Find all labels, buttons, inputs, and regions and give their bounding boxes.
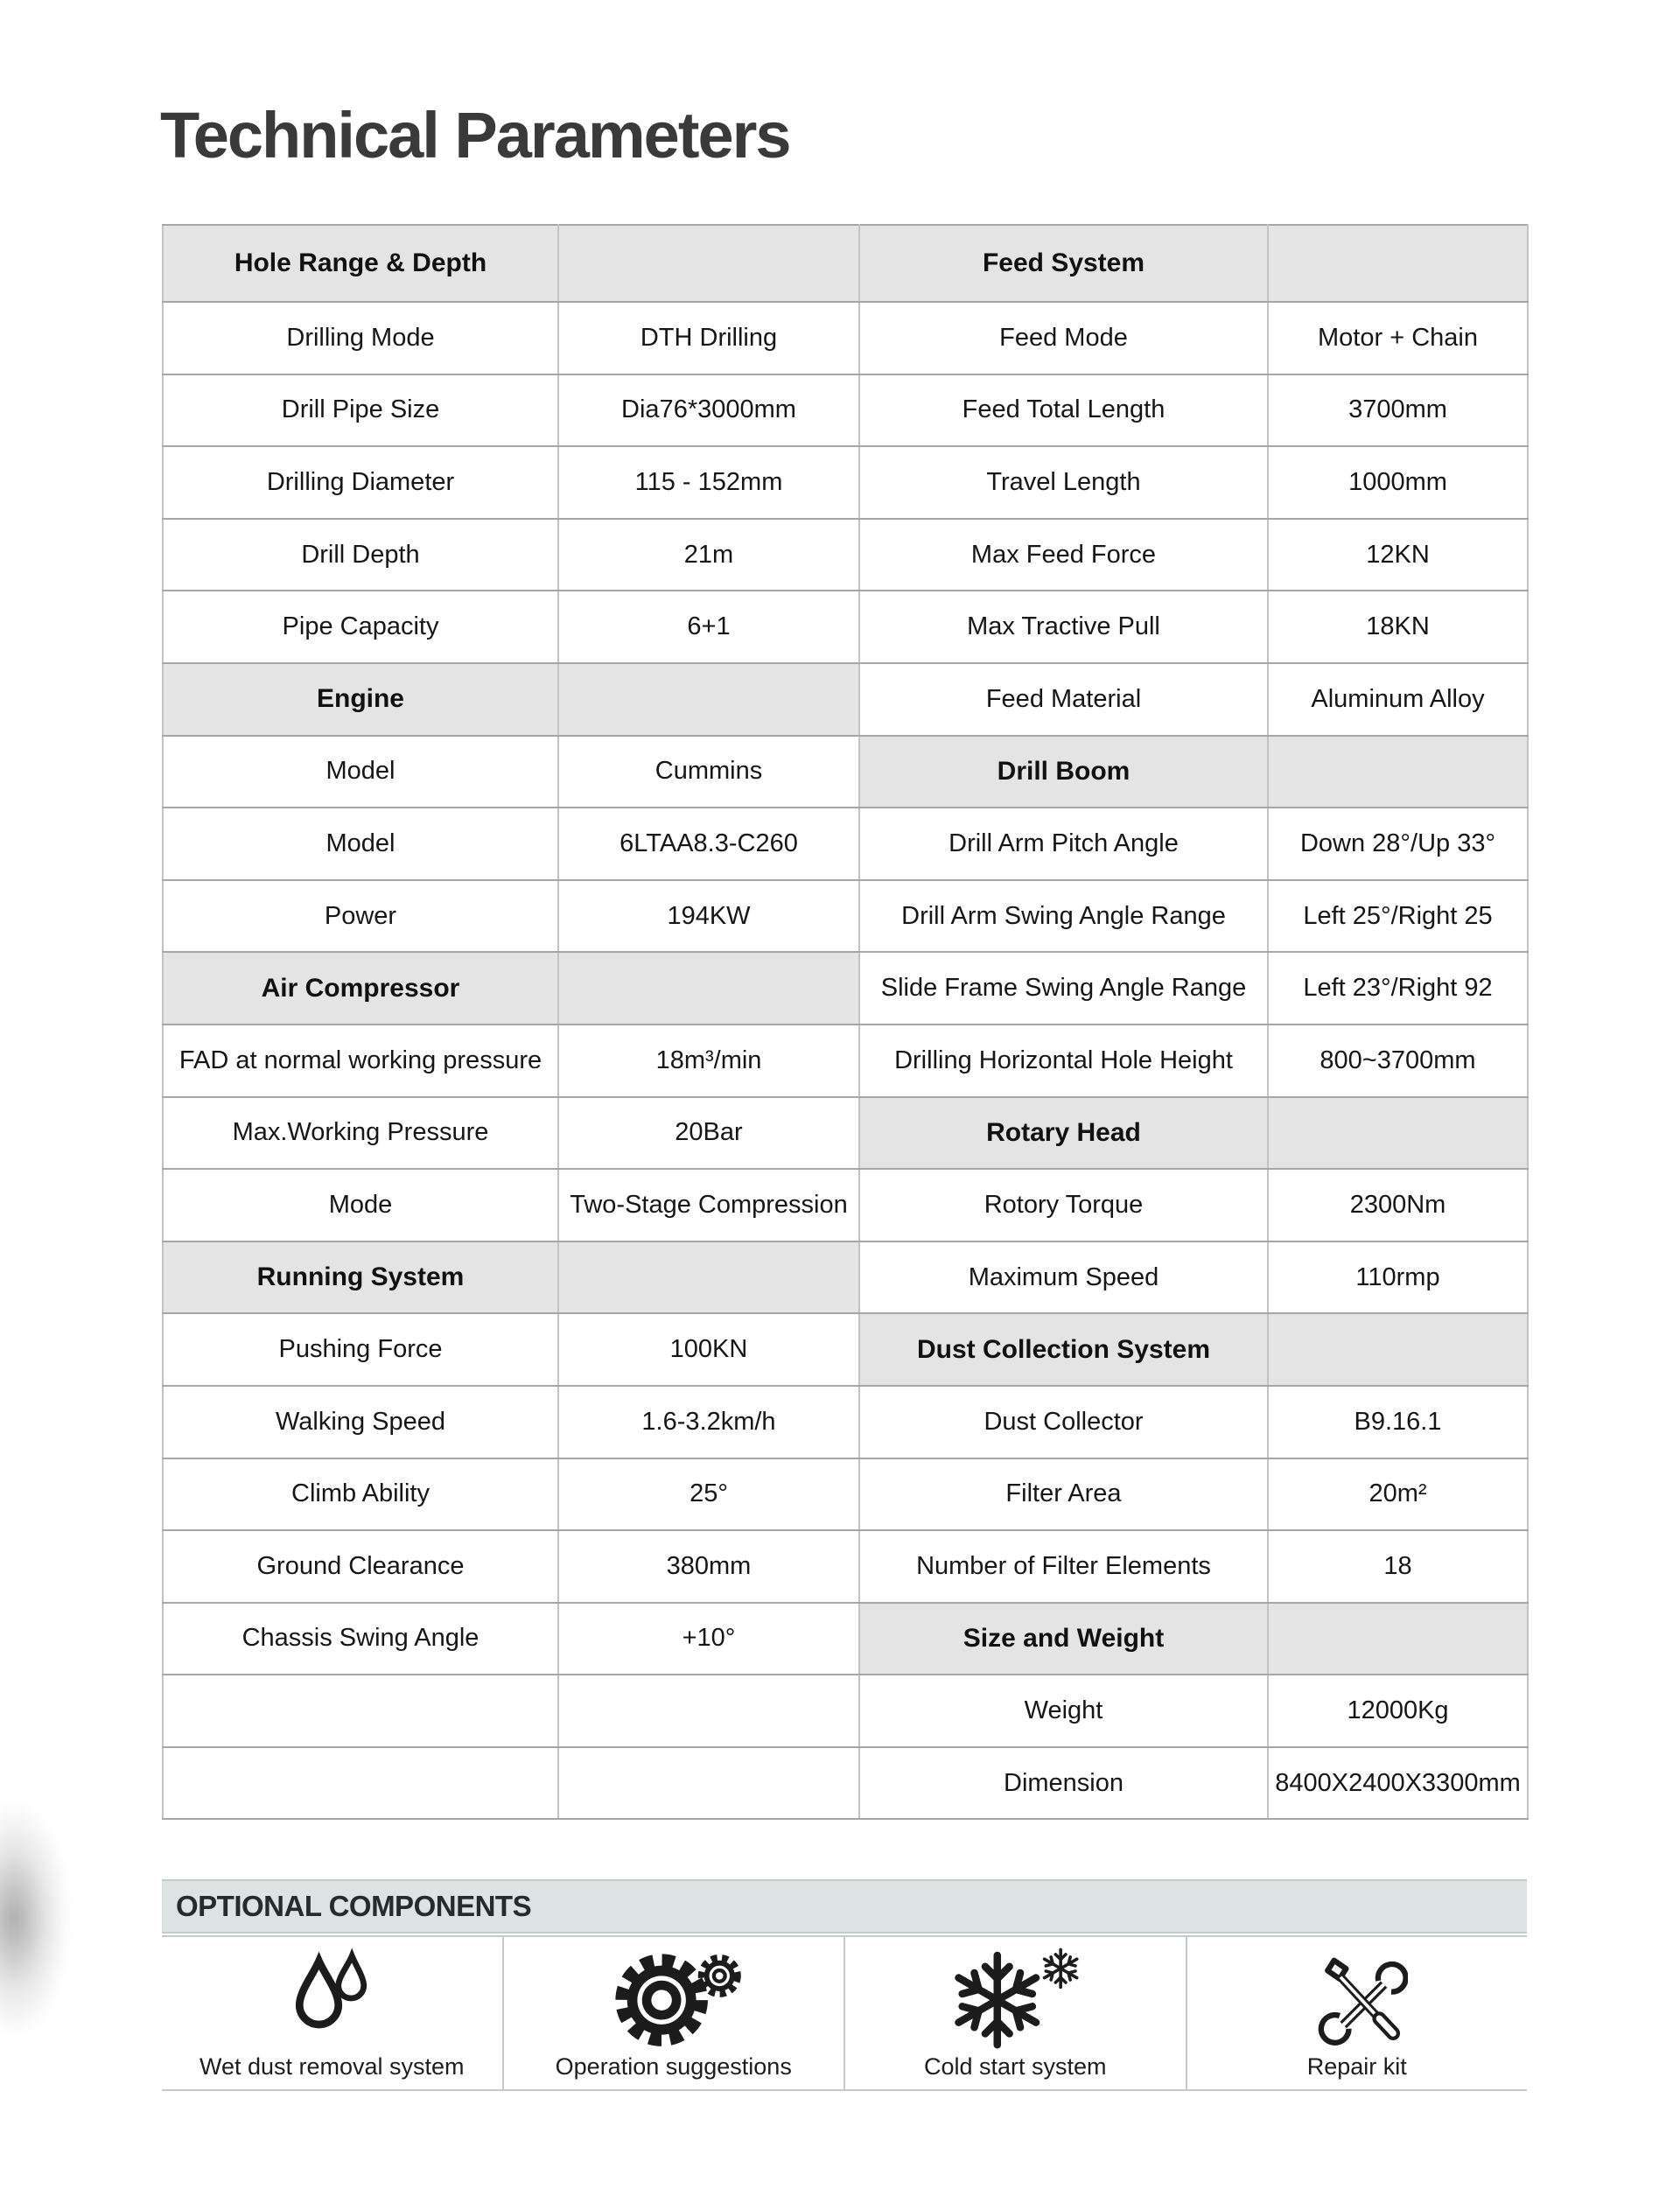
param-value-cell: 1.6-3.2km/h xyxy=(558,1386,859,1458)
table-row xyxy=(163,1603,1528,1675)
table-row xyxy=(163,1241,1528,1314)
parameters-table xyxy=(162,224,1529,1820)
param-label-cell: Pipe Capacity xyxy=(163,591,558,663)
section-header-spacer-cell xyxy=(1268,1097,1528,1170)
param-value-cell: 6+1 xyxy=(558,591,859,663)
table-row xyxy=(163,1025,1528,1097)
param-value-cell: B9.16.1 xyxy=(1268,1386,1528,1458)
param-value-cell: 25° xyxy=(558,1458,859,1531)
param-label-cell: Model xyxy=(163,808,558,880)
section-header-spacer-cell xyxy=(1268,1603,1528,1675)
param-value-cell: Dia76*3000mm xyxy=(558,374,859,447)
param-label-cell: Power xyxy=(163,880,558,953)
param-value-cell: 3700mm xyxy=(1268,374,1528,447)
param-label-cell: Drilling Horizontal Hole Height xyxy=(859,1025,1268,1097)
optional-item xyxy=(845,1937,1187,2089)
param-value-cell: 110rmp xyxy=(1268,1241,1528,1314)
param-value-cell: 18KN xyxy=(1268,591,1528,663)
param-label-cell: Filter Area xyxy=(859,1458,1268,1531)
param-label-cell: Feed Total Length xyxy=(859,374,1268,447)
section-header-cell: Size and Weight xyxy=(859,1603,1268,1675)
table-row xyxy=(163,952,1528,1025)
section-header-spacer-cell xyxy=(1268,736,1528,808)
param-label-cell: Max Feed Force xyxy=(859,519,1268,591)
param-value-cell: 20Bar xyxy=(558,1097,859,1170)
page-title: Technical Parameters xyxy=(160,98,790,171)
empty-cell xyxy=(558,1675,859,1747)
param-value-cell: +10° xyxy=(558,1603,859,1675)
section-header-cell: Drill Boom xyxy=(859,736,1268,808)
section-header-spacer-cell xyxy=(558,1241,859,1314)
param-value-cell: DTH Drilling xyxy=(558,302,859,374)
param-value-cell: Down 28°/Up 33° xyxy=(1268,808,1528,880)
param-label-cell: Max Tractive Pull xyxy=(859,591,1268,663)
gears-icon xyxy=(604,1947,744,2050)
section-header-cell: Dust Collection System xyxy=(859,1313,1268,1386)
param-label-cell: Climb Ability xyxy=(163,1458,558,1531)
param-value-cell: 21m xyxy=(558,519,859,591)
param-value-cell: 20m² xyxy=(1268,1458,1528,1531)
table-row xyxy=(163,1530,1528,1603)
table-row xyxy=(163,1386,1528,1458)
section-header-spacer-cell xyxy=(1268,225,1528,302)
param-value-cell: 18m³/min xyxy=(558,1025,859,1097)
snowflake-icon xyxy=(945,1947,1085,2050)
param-label-cell: Feed Mode xyxy=(859,302,1268,374)
param-label-cell: Walking Speed xyxy=(163,1386,558,1458)
section-header-cell: Hole Range & Depth xyxy=(163,225,558,302)
param-value-cell: Left 25°/Right 25 xyxy=(1268,880,1528,953)
optional-components-grid xyxy=(162,1935,1527,2091)
optional-item xyxy=(1187,1937,1528,2089)
param-value-cell: 380mm xyxy=(558,1530,859,1603)
param-label-cell: FAD at normal working pressure xyxy=(163,1025,558,1097)
optional-components-title: OPTIONAL COMPONENTS xyxy=(176,1890,532,1922)
page-curl-shadow xyxy=(0,1801,70,2037)
param-value-cell: 194KW xyxy=(558,880,859,953)
param-label-cell: Pushing Force xyxy=(163,1313,558,1386)
section-header-cell: Air Compressor xyxy=(163,952,558,1025)
param-label-cell: Slide Frame Swing Angle Range xyxy=(859,952,1268,1025)
section-header-cell: Rotary Head xyxy=(859,1097,1268,1170)
param-value-cell: 12000Kg xyxy=(1268,1675,1528,1747)
section-header-spacer-cell xyxy=(558,663,859,736)
optional-item-label: Wet dust removal system xyxy=(199,2053,465,2080)
optional-components-bar xyxy=(162,1879,1527,1934)
param-value-cell: Aluminum Alloy xyxy=(1268,663,1528,736)
section-header-cell: Engine xyxy=(163,663,558,736)
section-header-spacer-cell xyxy=(558,952,859,1025)
table-row xyxy=(163,1675,1528,1747)
param-label-cell: Drill Arm Pitch Angle xyxy=(859,808,1268,880)
param-label-cell: Dust Collector xyxy=(859,1386,1268,1458)
param-label-cell: Max.Working Pressure xyxy=(163,1097,558,1170)
param-label-cell: Mode xyxy=(163,1169,558,1241)
param-value-cell: 800~3700mm xyxy=(1268,1025,1528,1097)
optional-item xyxy=(162,1937,504,2089)
param-label-cell: Ground Clearance xyxy=(163,1530,558,1603)
empty-cell xyxy=(163,1747,558,1820)
param-label-cell: Dimension xyxy=(859,1747,1268,1820)
optional-item-label: Repair kit xyxy=(1306,2053,1407,2080)
param-label-cell: Weight xyxy=(859,1675,1268,1747)
param-value-cell: Cummins xyxy=(558,736,859,808)
empty-cell xyxy=(163,1675,558,1747)
table-row xyxy=(163,808,1528,880)
param-label-cell: Rotory Torque xyxy=(859,1169,1268,1241)
param-value-cell: 1000mm xyxy=(1268,446,1528,519)
table-row xyxy=(163,446,1528,519)
table-row xyxy=(163,374,1528,447)
param-label-cell: Chassis Swing Angle xyxy=(163,1603,558,1675)
param-value-cell: 6LTAA8.3-C260 xyxy=(558,808,859,880)
param-value-cell: 18 xyxy=(1268,1530,1528,1603)
table-row xyxy=(163,1097,1528,1170)
param-value-cell: Motor + Chain xyxy=(1268,302,1528,374)
param-label-cell: Drill Arm Swing Angle Range xyxy=(859,880,1268,953)
table-row xyxy=(163,880,1528,953)
param-label-cell: Drill Pipe Size xyxy=(163,374,558,447)
table-row xyxy=(163,663,1528,736)
param-value-cell: Two-Stage Compression xyxy=(558,1169,859,1241)
optional-item-label: Operation suggestions xyxy=(555,2053,792,2080)
table-row xyxy=(163,1747,1528,1820)
param-value-cell: 8400X2400X3300mm xyxy=(1268,1747,1528,1820)
param-value-cell: 115 - 152mm xyxy=(558,446,859,519)
param-label-cell: Drill Depth xyxy=(163,519,558,591)
param-label-cell: Drilling Mode xyxy=(163,302,558,374)
table-row xyxy=(163,225,1528,302)
parameters-table-body xyxy=(163,225,1528,1819)
param-label-cell: Maximum Speed xyxy=(859,1241,1268,1314)
section-header-spacer-cell xyxy=(1268,1313,1528,1386)
table-row xyxy=(163,736,1528,808)
param-label-cell: Number of Filter Elements xyxy=(859,1530,1268,1603)
table-row xyxy=(163,302,1528,374)
param-label-cell: Model xyxy=(163,736,558,808)
table-row xyxy=(163,1169,1528,1241)
param-label-cell: Drilling Diameter xyxy=(163,446,558,519)
section-header-cell: Running System xyxy=(163,1241,558,1314)
section-header-cell: Feed System xyxy=(859,225,1268,302)
param-label-cell: Feed Material xyxy=(859,663,1268,736)
optional-item xyxy=(504,1937,846,2089)
param-value-cell: 2300Nm xyxy=(1268,1169,1528,1241)
param-value-cell: 12KN xyxy=(1268,519,1528,591)
param-value-cell: Left 23°/Right 92 xyxy=(1268,952,1528,1025)
water-drops-icon xyxy=(281,1947,382,2050)
table-row xyxy=(163,1458,1528,1531)
empty-cell xyxy=(558,1747,859,1820)
param-label-cell: Travel Length xyxy=(859,446,1268,519)
table-row xyxy=(163,519,1528,591)
param-value-cell: 100KN xyxy=(558,1313,859,1386)
repair-tools-icon xyxy=(1306,1947,1408,2050)
table-row xyxy=(163,591,1528,663)
section-header-spacer-cell xyxy=(558,225,859,302)
table-row xyxy=(163,1313,1528,1386)
optional-item-label: Cold start system xyxy=(923,2053,1107,2080)
